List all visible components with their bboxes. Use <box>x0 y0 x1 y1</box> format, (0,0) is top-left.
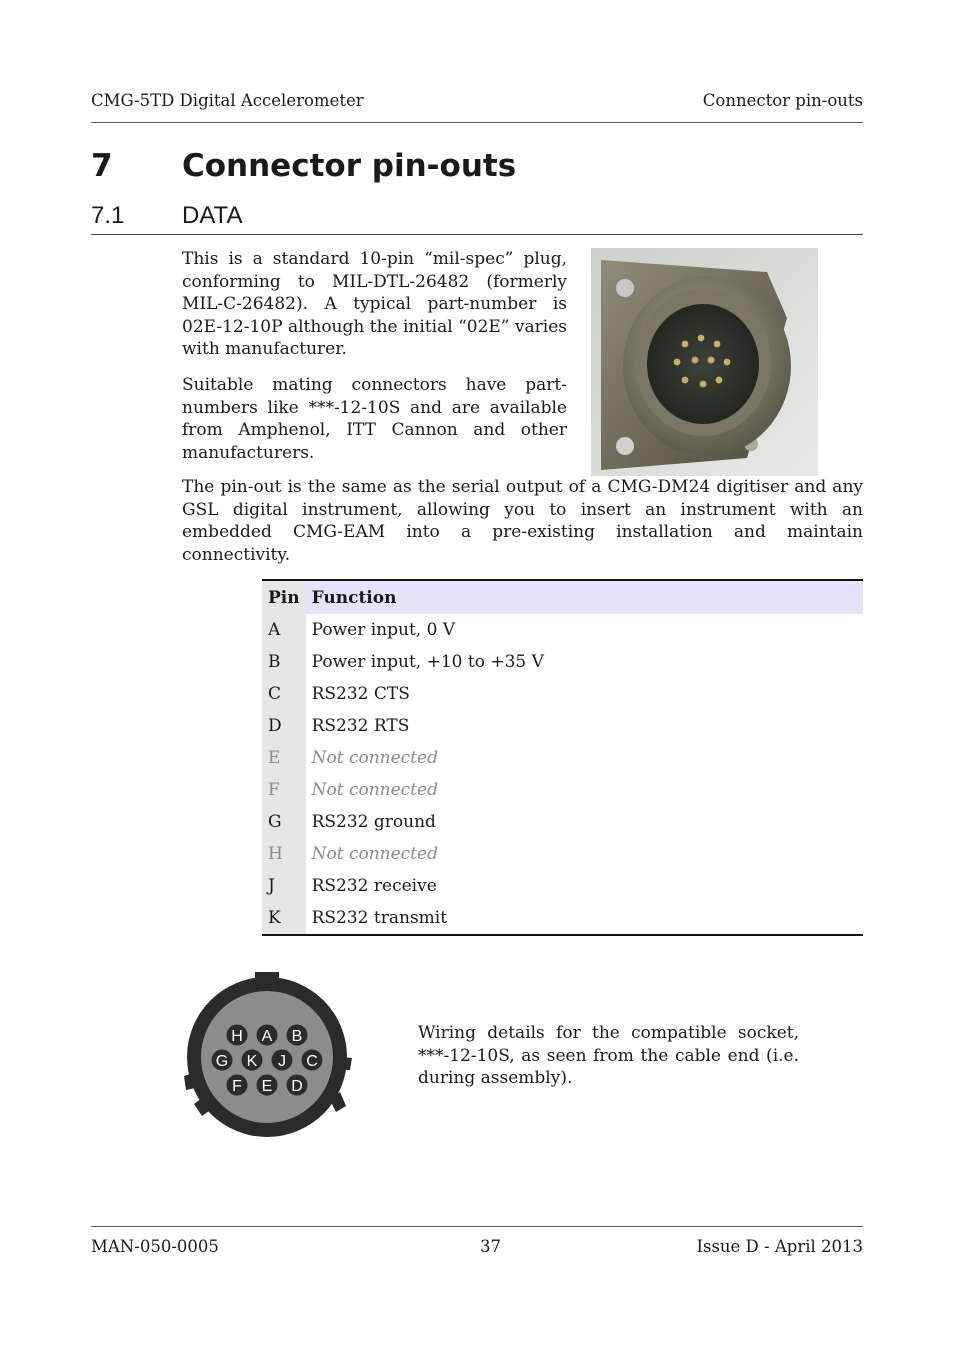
socket-pin-b: B <box>291 1028 303 1045</box>
header-document-title: CMG-5TD Digital Accelerometer <box>91 91 364 110</box>
chapter-title: Connector pin-outs <box>182 148 517 184</box>
section-number: 7.1 <box>91 202 125 229</box>
function-cell: Not connected <box>311 844 438 864</box>
function-cell: RS232 CTS <box>311 684 410 704</box>
connector-photo <box>591 248 818 476</box>
table-row <box>262 710 863 742</box>
table-row <box>262 742 863 774</box>
socket-pin-e: E <box>261 1078 273 1095</box>
pinout-paragraph: The pin-out is the same as the serial output of a CMG-DM24 digitiser and any GSL digital instrument, allowing you to insert an instrument with an embedded CMG-EAM into a pre-existing installation and maintain connectivity. <box>182 477 863 565</box>
socket-pin-k: K <box>246 1053 258 1070</box>
socket-pin-d: D <box>291 1078 303 1095</box>
function-cell: RS232 ground <box>311 812 436 832</box>
socket-pin-j: J <box>278 1053 286 1070</box>
pin-cell: B <box>262 646 306 678</box>
intro-paragraph: This is a standard 10-pin “mil-spec” plug, conforming to MIL-DTL-26482 (formerly MIL-C-26482). A typical part-number is 02E-12-10P although the initial “02E” varies with manufacturer. <box>182 249 567 359</box>
pin-column-header: Pin <box>262 580 306 614</box>
footer-page-number: 37 <box>480 1237 501 1256</box>
table-row <box>262 774 863 806</box>
socket-diagram <box>180 970 355 1140</box>
table-header-row <box>262 580 863 614</box>
function-cell: Not connected <box>311 780 438 800</box>
pin-cell: E <box>262 742 306 774</box>
table-row <box>262 870 863 902</box>
mating-connectors-paragraph: Suitable mating connectors have part-numbers like ***-12-10S and are available from Amphenol, ITT Cannon and other manufacturers. <box>182 375 567 463</box>
pin-cell: D <box>262 710 306 742</box>
table-row <box>262 838 863 870</box>
function-cell: Power input, 0 V <box>311 620 456 640</box>
pin-cell: F <box>262 774 306 806</box>
pin-cell: A <box>262 614 306 646</box>
pin-cell: G <box>262 806 306 838</box>
table-row <box>262 806 863 838</box>
pin-cell: H <box>262 838 306 870</box>
header-section-title: Connector pin-outs <box>702 91 863 110</box>
function-cell: Power input, +10 to +35 V <box>311 652 544 672</box>
footer-document-number: MAN-050-0005 <box>91 1237 219 1256</box>
pin-cell: J <box>262 870 306 902</box>
chapter-number: 7 <box>91 148 113 184</box>
table-row <box>262 614 863 646</box>
socket-pin-a: A <box>261 1028 273 1045</box>
pinout-table <box>262 579 863 936</box>
function-cell: RS232 transmit <box>306 902 863 935</box>
header-rule <box>91 122 863 123</box>
table-row <box>262 678 863 710</box>
function-cell: RS232 RTS <box>311 716 410 736</box>
section-rule <box>91 234 863 235</box>
wiring-caption: Wiring details for the compatible socket, ***-12-10S, as seen from the cable end (i.e. during assembly). <box>418 1023 799 1088</box>
section-title: DATA <box>182 202 243 229</box>
function-column-header: Function <box>306 580 863 614</box>
function-cell: RS232 receive <box>311 876 437 896</box>
socket-pin-f: F <box>232 1078 242 1095</box>
socket-pin-g: G <box>215 1053 229 1070</box>
pin-cell: C <box>262 678 306 710</box>
table-row <box>262 902 863 935</box>
pin-cell: K <box>262 902 306 935</box>
function-cell: Not connected <box>311 748 438 768</box>
socket-pin-c: C <box>306 1053 318 1070</box>
footer-issue: Issue D - April 2013 <box>696 1237 863 1256</box>
socket-pin-h: H <box>231 1028 243 1045</box>
footer-rule <box>91 1226 863 1227</box>
table-row <box>262 646 863 678</box>
